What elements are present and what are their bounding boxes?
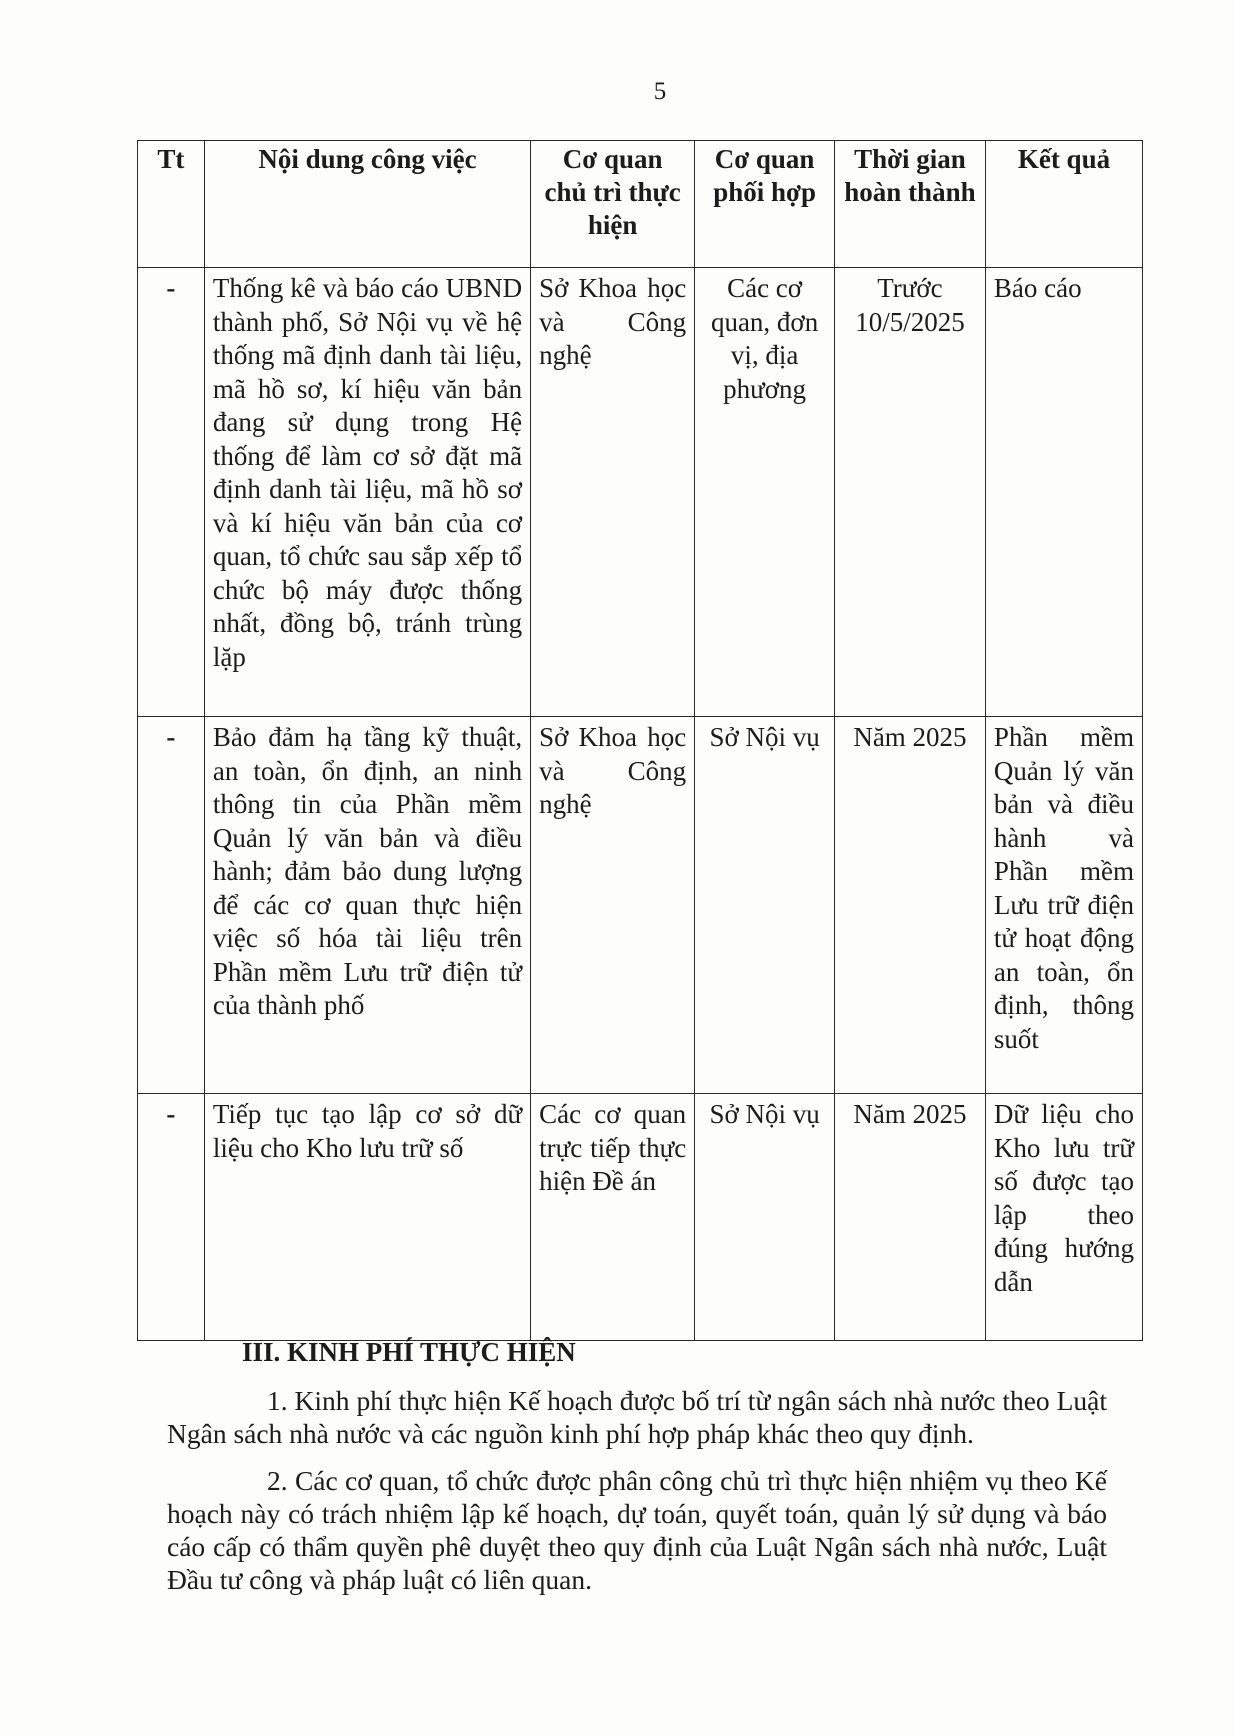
section-heading: III. KINH PHÍ THỰC HIỆN [242, 1337, 576, 1367]
table-row [138, 268, 1143, 717]
cell-completion-time: Trước 10/5/2025 [834, 268, 985, 717]
page-number: 5 [653, 78, 667, 105]
table-row [138, 1094, 1143, 1341]
table-row [138, 717, 1143, 1094]
cell-tt: - [138, 717, 205, 1094]
task-table [137, 140, 1143, 1341]
cell-host-agency: Sở Khoa học và Công nghệ [531, 717, 695, 1094]
cell-result: Dữ liệu cho Kho lưu trữ số được tạo lập theo đúng hướng dẫn [985, 1094, 1142, 1341]
header-completion-time: Thời gian hoàn thành [834, 141, 985, 268]
cell-coordinating-agency: Sở Nội vụ [695, 1094, 835, 1341]
cell-tt: - [138, 1094, 205, 1341]
cell-tt: - [138, 268, 205, 717]
cell-coordinating-agency: Các cơ quan, đơn vị, địa phương [695, 268, 835, 717]
header-host-agency: Cơ quan chủ trì thực hiện [531, 141, 695, 268]
cell-completion-time: Năm 2025 [834, 717, 985, 1094]
cell-content: Tiếp tục tạo lập cơ sở dữ liệu cho Kho lưu trữ số [204, 1094, 530, 1341]
paragraph: 1. Kinh phí thực hiện Kế hoạch được bố trí từ ngân sách nhà nước theo Luật Ngân sách nhà nước và các nguồn kinh phí hợp pháp khác theo quy định. [167, 1385, 1107, 1449]
header-coordinating-agency: Cơ quan phối hợp [695, 141, 835, 268]
cell-host-agency: Sở Khoa học và Công nghệ [531, 268, 695, 717]
cell-host-agency: Các cơ quan trực tiếp thực hiện Đề án [531, 1094, 695, 1341]
cell-content: Thống kê và báo cáo UBND thành phố, Sở Nội vụ về hệ thống mã định danh tài liệu, mã hồ sơ, kí hiệu văn bản đang sử dụng trong Hệ thống để làm cơ sở đặt mã định danh tài liệu, mã hồ sơ và kí hiệu văn bản của cơ quan, tổ chức sau sắp xếp tổ chức bộ máy được thống nhất, đồng bộ, tránh trùng lặp [204, 268, 530, 717]
cell-coordinating-agency: Sở Nội vụ [695, 717, 835, 1094]
cell-content: Bảo đảm hạ tầng kỹ thuật, an toàn, ổn định, an ninh thông tin của Phần mềm Quản lý văn bản và điều hành; đảm bảo dung lượng để các cơ quan thực hiện việc số hóa tài liệu trên Phần mềm Lưu trữ điện tử của thành phố [204, 717, 530, 1094]
header-content: Nội dung công việc [204, 141, 530, 268]
cell-result: Báo cáo [985, 268, 1142, 717]
header-result: Kết quả [985, 141, 1142, 268]
paragraph: 2. Các cơ quan, tổ chức được phân công chủ trì thực hiện nhiệm vụ theo Kế hoạch này có trách nhiệm lập kế hoạch, dự toán, quyết toán, quản lý sử dụng và báo cáo cấp có thẩm quyền phê duyệt theo quy định của Luật Ngân sách nhà nước, Luật Đầu tư công và pháp luật có liên quan. [167, 1465, 1107, 1595]
section-body [167, 1384, 1107, 1610]
header-tt: Tt [138, 141, 205, 268]
table-header-row [138, 141, 1143, 268]
cell-completion-time: Năm 2025 [834, 1094, 985, 1341]
cell-result: Phần mềm Quản lý văn bản và điều hành và Phần mềm Lưu trữ điện tử hoạt động an toàn, ổn định, thông suốt [985, 717, 1142, 1094]
